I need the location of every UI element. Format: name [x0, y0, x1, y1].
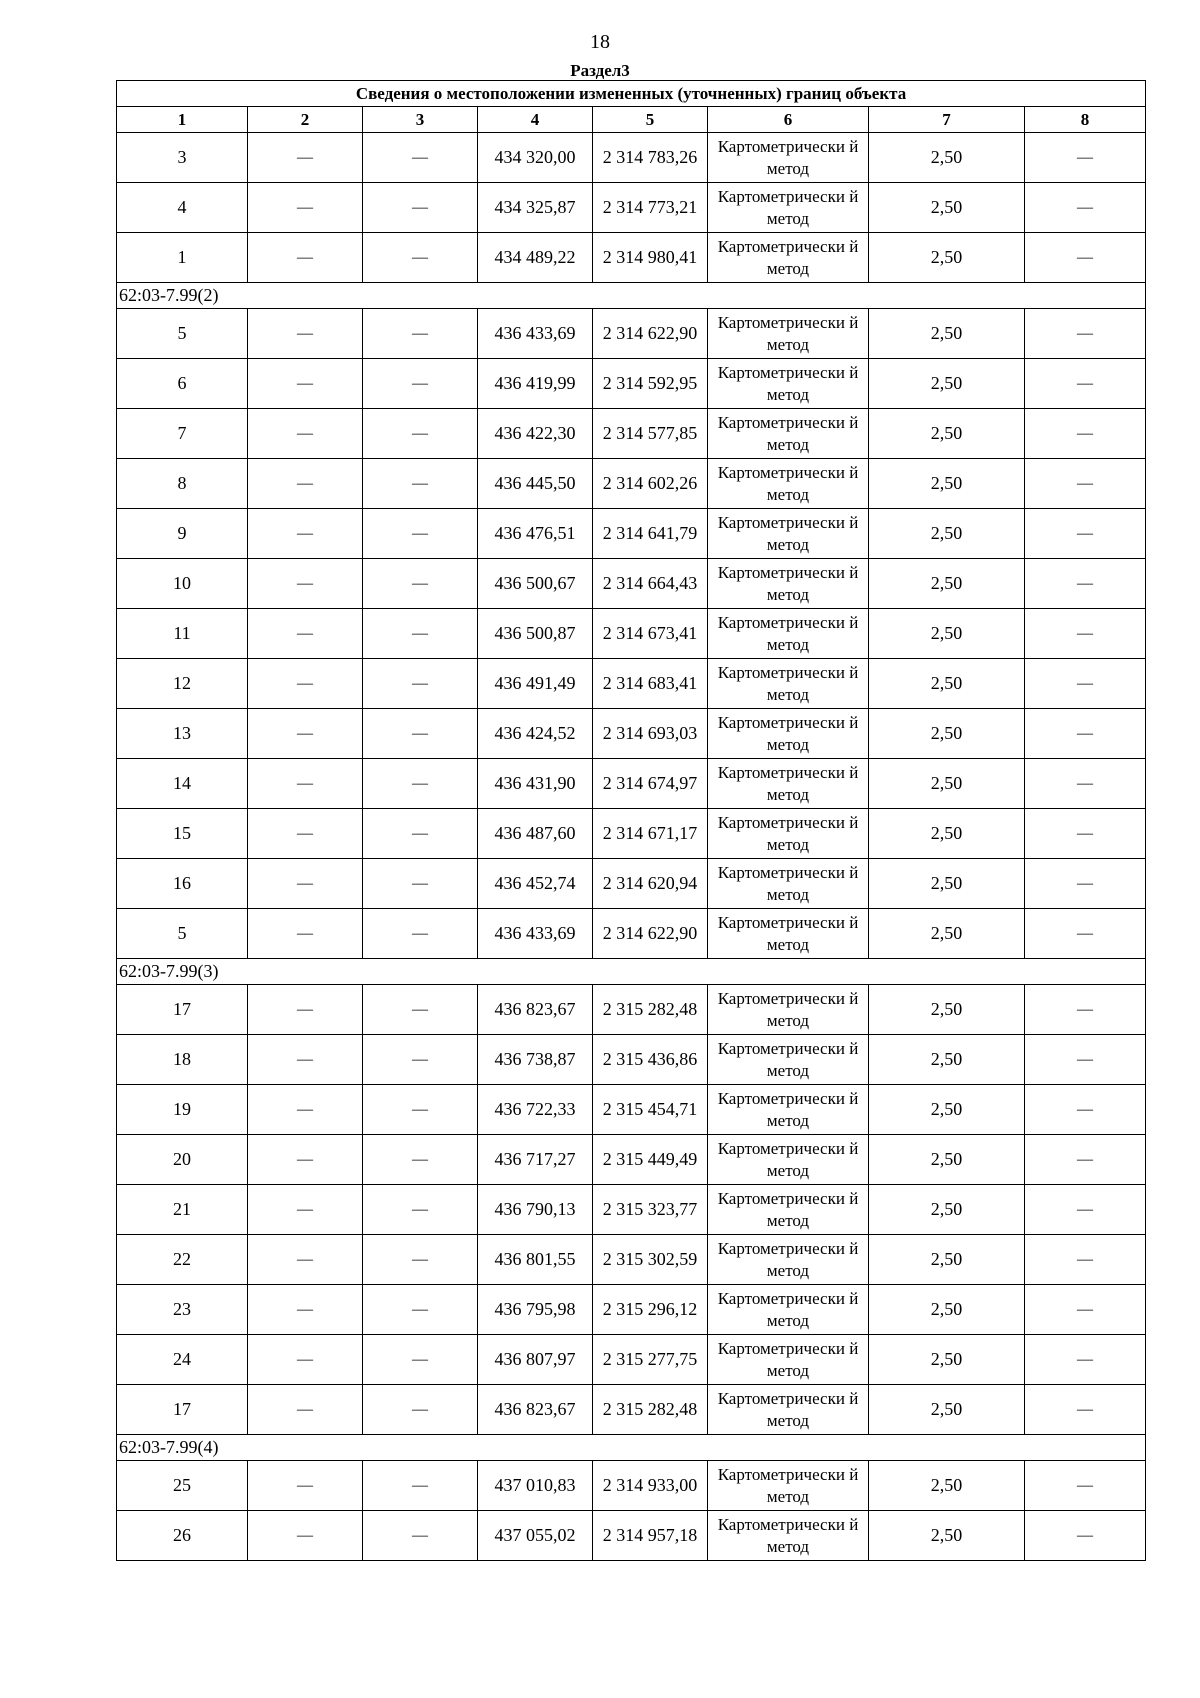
- col8-value: —: [1025, 409, 1146, 459]
- col2-value: —: [248, 509, 363, 559]
- accuracy: 2,50: [869, 233, 1025, 283]
- accuracy: 2,50: [869, 859, 1025, 909]
- col2-value: —: [248, 759, 363, 809]
- col2-value: —: [248, 909, 363, 959]
- point-number: 22: [117, 1235, 248, 1285]
- col2-value: —: [248, 1085, 363, 1135]
- column-number: 1: [117, 107, 248, 133]
- table-row: [117, 985, 1146, 1035]
- x-coordinate: 436 422,30: [478, 409, 593, 459]
- point-number: 15: [117, 809, 248, 859]
- x-coordinate: 436 722,33: [478, 1085, 593, 1135]
- col3-value: —: [363, 809, 478, 859]
- table-title-row: [117, 81, 1146, 107]
- col2-value: —: [248, 1511, 363, 1561]
- y-coordinate: 2 314 674,97: [593, 759, 708, 809]
- table-row: [117, 709, 1146, 759]
- col3-value: —: [363, 1135, 478, 1185]
- column-number: 5: [593, 107, 708, 133]
- method: Картометрически й метод: [708, 183, 869, 233]
- x-coordinate: 436 738,87: [478, 1035, 593, 1085]
- col8-value: —: [1025, 659, 1146, 709]
- accuracy: 2,50: [869, 1511, 1025, 1561]
- point-number: 3: [117, 133, 248, 183]
- col3-value: —: [363, 459, 478, 509]
- col2-value: —: [248, 359, 363, 409]
- method: Картометрически й метод: [708, 1085, 869, 1135]
- point-number: 10: [117, 559, 248, 609]
- point-number: 5: [117, 909, 248, 959]
- table-row: [117, 1511, 1146, 1561]
- col2-value: —: [248, 133, 363, 183]
- col2-value: —: [248, 609, 363, 659]
- col8-value: —: [1025, 1385, 1146, 1435]
- table-row: [117, 509, 1146, 559]
- col8-value: —: [1025, 985, 1146, 1035]
- method: Картометрически й метод: [708, 609, 869, 659]
- accuracy: 2,50: [869, 133, 1025, 183]
- col2-value: —: [248, 1385, 363, 1435]
- method: Картометрически й метод: [708, 1461, 869, 1511]
- col8-value: —: [1025, 133, 1146, 183]
- col2-value: —: [248, 409, 363, 459]
- y-coordinate: 2 315 323,77: [593, 1185, 708, 1235]
- y-coordinate: 2 314 664,43: [593, 559, 708, 609]
- x-coordinate: 434 325,87: [478, 183, 593, 233]
- method: Картометрически й метод: [708, 559, 869, 609]
- y-coordinate: 2 314 783,26: [593, 133, 708, 183]
- point-number: 13: [117, 709, 248, 759]
- col8-value: —: [1025, 1135, 1146, 1185]
- group-label: 62:03-7.99(4): [117, 1435, 1146, 1461]
- col3-value: —: [363, 559, 478, 609]
- y-coordinate: 2 315 302,59: [593, 1235, 708, 1285]
- group-row: [117, 283, 1146, 309]
- table-row: [117, 359, 1146, 409]
- col2-value: —: [248, 559, 363, 609]
- x-coordinate: 436 500,67: [478, 559, 593, 609]
- point-number: 19: [117, 1085, 248, 1135]
- column-number: 6: [708, 107, 869, 133]
- col3-value: —: [363, 1085, 478, 1135]
- point-number: 25: [117, 1461, 248, 1511]
- x-coordinate: 436 823,67: [478, 1385, 593, 1435]
- accuracy: 2,50: [869, 559, 1025, 609]
- point-number: 21: [117, 1185, 248, 1235]
- col8-value: —: [1025, 183, 1146, 233]
- method: Картометрически й метод: [708, 709, 869, 759]
- method: Картометрически й метод: [708, 309, 869, 359]
- accuracy: 2,50: [869, 809, 1025, 859]
- point-number: 20: [117, 1135, 248, 1185]
- point-number: 18: [117, 1035, 248, 1085]
- y-coordinate: 2 314 980,41: [593, 233, 708, 283]
- page-number: 18: [590, 31, 610, 53]
- point-number: 11: [117, 609, 248, 659]
- method: Картометрически й метод: [708, 1285, 869, 1335]
- column-number-row: [117, 107, 1146, 133]
- col3-value: —: [363, 759, 478, 809]
- accuracy: 2,50: [869, 1085, 1025, 1135]
- method: Картометрически й метод: [708, 233, 869, 283]
- col2-value: —: [248, 709, 363, 759]
- accuracy: 2,50: [869, 659, 1025, 709]
- y-coordinate: 2 315 277,75: [593, 1335, 708, 1385]
- x-coordinate: 434 320,00: [478, 133, 593, 183]
- x-coordinate: 436 801,55: [478, 1235, 593, 1285]
- group-row: [117, 1435, 1146, 1461]
- col8-value: —: [1025, 509, 1146, 559]
- point-number: 23: [117, 1285, 248, 1335]
- col3-value: —: [363, 859, 478, 909]
- accuracy: 2,50: [869, 1235, 1025, 1285]
- x-coordinate: 436 476,51: [478, 509, 593, 559]
- method: Картометрически й метод: [708, 809, 869, 859]
- accuracy: 2,50: [869, 1461, 1025, 1511]
- col8-value: —: [1025, 1085, 1146, 1135]
- col8-value: —: [1025, 459, 1146, 509]
- group-label: 62:03-7.99(3): [117, 959, 1146, 985]
- x-coordinate: 436 807,97: [478, 1335, 593, 1385]
- accuracy: 2,50: [869, 759, 1025, 809]
- table-row: [117, 1035, 1146, 1085]
- table-row: [117, 1385, 1146, 1435]
- point-number: 5: [117, 309, 248, 359]
- method: Картометрически й метод: [708, 1035, 869, 1085]
- col3-value: —: [363, 909, 478, 959]
- column-number: 2: [248, 107, 363, 133]
- table-row: [117, 1135, 1146, 1185]
- table-row: [117, 459, 1146, 509]
- x-coordinate: 436 823,67: [478, 985, 593, 1035]
- x-coordinate: 436 790,13: [478, 1185, 593, 1235]
- col3-value: —: [363, 1035, 478, 1085]
- y-coordinate: 2 315 436,86: [593, 1035, 708, 1085]
- y-coordinate: 2 315 282,48: [593, 985, 708, 1035]
- point-number: 16: [117, 859, 248, 909]
- col8-value: —: [1025, 1235, 1146, 1285]
- col3-value: —: [363, 133, 478, 183]
- x-coordinate: 436 433,69: [478, 909, 593, 959]
- method: Картометрически й метод: [708, 1335, 869, 1385]
- section-title: Раздел3: [570, 61, 630, 80]
- col2-value: —: [248, 1461, 363, 1511]
- method: Картометрически й метод: [708, 909, 869, 959]
- col8-value: —: [1025, 809, 1146, 859]
- col3-value: —: [363, 1335, 478, 1385]
- col2-value: —: [248, 183, 363, 233]
- col8-value: —: [1025, 1035, 1146, 1085]
- y-coordinate: 2 314 622,90: [593, 909, 708, 959]
- col8-value: —: [1025, 233, 1146, 283]
- x-coordinate: 437 010,83: [478, 1461, 593, 1511]
- col8-value: —: [1025, 609, 1146, 659]
- column-number: 7: [869, 107, 1025, 133]
- method: Картометрически й метод: [708, 759, 869, 809]
- col2-value: —: [248, 1035, 363, 1085]
- col2-value: —: [248, 1235, 363, 1285]
- point-number: 26: [117, 1511, 248, 1561]
- table-row: [117, 659, 1146, 709]
- point-number: 14: [117, 759, 248, 809]
- x-coordinate: 436 717,27: [478, 1135, 593, 1185]
- table-row: [117, 309, 1146, 359]
- y-coordinate: 2 314 683,41: [593, 659, 708, 709]
- point-number: 8: [117, 459, 248, 509]
- col8-value: —: [1025, 759, 1146, 809]
- accuracy: 2,50: [869, 1035, 1025, 1085]
- y-coordinate: 2 314 693,03: [593, 709, 708, 759]
- point-number: 6: [117, 359, 248, 409]
- x-coordinate: 434 489,22: [478, 233, 593, 283]
- accuracy: 2,50: [869, 985, 1025, 1035]
- y-coordinate: 2 314 671,17: [593, 809, 708, 859]
- x-coordinate: 436 491,49: [478, 659, 593, 709]
- method: Картометрически й метод: [708, 359, 869, 409]
- col8-value: —: [1025, 309, 1146, 359]
- y-coordinate: 2 314 773,21: [593, 183, 708, 233]
- column-number: 8: [1025, 107, 1146, 133]
- col3-value: —: [363, 309, 478, 359]
- x-coordinate: 436 424,52: [478, 709, 593, 759]
- col2-value: —: [248, 1285, 363, 1335]
- col3-value: —: [363, 985, 478, 1035]
- table-title: Сведения о местоположении измененных (уточненных) границ объекта: [117, 81, 1146, 107]
- table-row: [117, 1285, 1146, 1335]
- y-coordinate: 2 314 622,90: [593, 309, 708, 359]
- method: Картометрически й метод: [708, 1185, 869, 1235]
- col8-value: —: [1025, 1461, 1146, 1511]
- column-number: 3: [363, 107, 478, 133]
- point-number: 12: [117, 659, 248, 709]
- y-coordinate: 2 315 449,49: [593, 1135, 708, 1185]
- table-row: [117, 1085, 1146, 1135]
- y-coordinate: 2 315 296,12: [593, 1285, 708, 1335]
- col2-value: —: [248, 459, 363, 509]
- table-row: [117, 1335, 1146, 1385]
- accuracy: 2,50: [869, 309, 1025, 359]
- x-coordinate: 436 500,87: [478, 609, 593, 659]
- col8-value: —: [1025, 1185, 1146, 1235]
- col2-value: —: [248, 233, 363, 283]
- accuracy: 2,50: [869, 909, 1025, 959]
- method: Картометрически й метод: [708, 459, 869, 509]
- x-coordinate: 436 445,50: [478, 459, 593, 509]
- table-row: [117, 909, 1146, 959]
- accuracy: 2,50: [869, 1135, 1025, 1185]
- point-number: 24: [117, 1335, 248, 1385]
- accuracy: 2,50: [869, 1185, 1025, 1235]
- x-coordinate: 436 419,99: [478, 359, 593, 409]
- table-row: [117, 133, 1146, 183]
- point-number: 7: [117, 409, 248, 459]
- col8-value: —: [1025, 1285, 1146, 1335]
- x-coordinate: 436 452,74: [478, 859, 593, 909]
- boundary-coordinates-table: [116, 80, 1146, 1561]
- y-coordinate: 2 314 602,26: [593, 459, 708, 509]
- x-coordinate: 436 433,69: [478, 309, 593, 359]
- y-coordinate: 2 314 577,85: [593, 409, 708, 459]
- y-coordinate: 2 314 641,79: [593, 509, 708, 559]
- table-row: [117, 809, 1146, 859]
- group-row: [117, 959, 1146, 985]
- accuracy: 2,50: [869, 1335, 1025, 1385]
- accuracy: 2,50: [869, 509, 1025, 559]
- col3-value: —: [363, 509, 478, 559]
- y-coordinate: 2 314 620,94: [593, 859, 708, 909]
- col2-value: —: [248, 1185, 363, 1235]
- y-coordinate: 2 314 673,41: [593, 609, 708, 659]
- x-coordinate: 436 487,60: [478, 809, 593, 859]
- table-row: [117, 1235, 1146, 1285]
- col3-value: —: [363, 1511, 478, 1561]
- col8-value: —: [1025, 359, 1146, 409]
- col2-value: —: [248, 1135, 363, 1185]
- method: Картометрически й метод: [708, 1385, 869, 1435]
- method: Картометрически й метод: [708, 859, 869, 909]
- y-coordinate: 2 314 592,95: [593, 359, 708, 409]
- group-label: 62:03-7.99(2): [117, 283, 1146, 309]
- point-number: 9: [117, 509, 248, 559]
- accuracy: 2,50: [869, 359, 1025, 409]
- method: Картометрически й метод: [708, 409, 869, 459]
- x-coordinate: 437 055,02: [478, 1511, 593, 1561]
- col2-value: —: [248, 985, 363, 1035]
- x-coordinate: 436 795,98: [478, 1285, 593, 1335]
- method: Картометрически й метод: [708, 509, 869, 559]
- table-row: [117, 1185, 1146, 1235]
- point-number: 17: [117, 985, 248, 1035]
- accuracy: 2,50: [869, 709, 1025, 759]
- col8-value: —: [1025, 709, 1146, 759]
- table-row: [117, 183, 1146, 233]
- y-coordinate: 2 314 957,18: [593, 1511, 708, 1561]
- col8-value: —: [1025, 1511, 1146, 1561]
- accuracy: 2,50: [869, 1385, 1025, 1435]
- col8-value: —: [1025, 909, 1146, 959]
- method: Картометрически й метод: [708, 1135, 869, 1185]
- table-row: [117, 559, 1146, 609]
- col3-value: —: [363, 1235, 478, 1285]
- col8-value: —: [1025, 859, 1146, 909]
- col8-value: —: [1025, 1335, 1146, 1385]
- accuracy: 2,50: [869, 1285, 1025, 1335]
- col3-value: —: [363, 1461, 478, 1511]
- table-row: [117, 759, 1146, 809]
- accuracy: 2,50: [869, 183, 1025, 233]
- col2-value: —: [248, 859, 363, 909]
- col3-value: —: [363, 409, 478, 459]
- method: Картометрически й метод: [708, 985, 869, 1035]
- y-coordinate: 2 314 933,00: [593, 1461, 708, 1511]
- col3-value: —: [363, 359, 478, 409]
- method: Картометрически й метод: [708, 133, 869, 183]
- point-number: 17: [117, 1385, 248, 1435]
- table-row: [117, 409, 1146, 459]
- point-number: 4: [117, 183, 248, 233]
- col3-value: —: [363, 1285, 478, 1335]
- col2-value: —: [248, 659, 363, 709]
- table-row: [117, 859, 1146, 909]
- method: Картометрически й метод: [708, 1511, 869, 1561]
- column-number: 4: [478, 107, 593, 133]
- accuracy: 2,50: [869, 609, 1025, 659]
- point-number: 1: [117, 233, 248, 283]
- col3-value: —: [363, 1185, 478, 1235]
- accuracy: 2,50: [869, 409, 1025, 459]
- col3-value: —: [363, 709, 478, 759]
- method: Картометрически й метод: [708, 659, 869, 709]
- col8-value: —: [1025, 559, 1146, 609]
- accuracy: 2,50: [869, 459, 1025, 509]
- col2-value: —: [248, 1335, 363, 1385]
- col3-value: —: [363, 183, 478, 233]
- y-coordinate: 2 315 454,71: [593, 1085, 708, 1135]
- col3-value: —: [363, 233, 478, 283]
- col2-value: —: [248, 809, 363, 859]
- col2-value: —: [248, 309, 363, 359]
- col3-value: —: [363, 609, 478, 659]
- table-row: [117, 609, 1146, 659]
- col3-value: —: [363, 1385, 478, 1435]
- col3-value: —: [363, 659, 478, 709]
- method: Картометрически й метод: [708, 1235, 869, 1285]
- x-coordinate: 436 431,90: [478, 759, 593, 809]
- y-coordinate: 2 315 282,48: [593, 1385, 708, 1435]
- table-row: [117, 1461, 1146, 1511]
- table-row: [117, 233, 1146, 283]
